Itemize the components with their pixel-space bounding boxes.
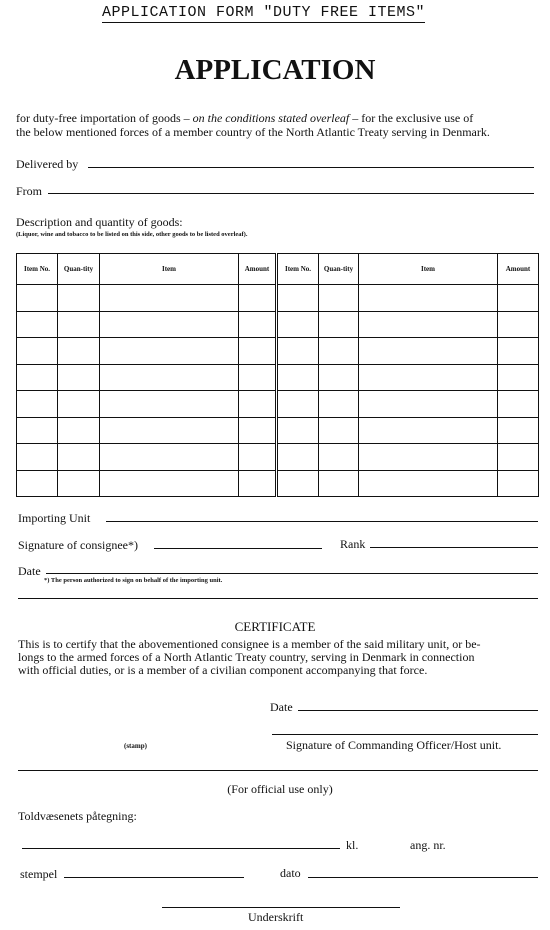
underskrift-field[interactable] (162, 907, 400, 908)
table-cell[interactable] (277, 417, 319, 444)
table-row (17, 391, 539, 418)
toldvaesenets-label: Toldvæsenets påtegning: (18, 809, 137, 823)
table-cell[interactable] (319, 364, 359, 391)
table-cell[interactable] (277, 470, 319, 497)
table-cell[interactable] (359, 417, 498, 444)
goods-table (16, 253, 539, 497)
table-cell[interactable] (239, 417, 277, 444)
table-cell[interactable] (58, 285, 100, 312)
table-cell[interactable] (17, 391, 58, 418)
importing-unit-label: Importing Unit (18, 511, 91, 525)
table-header-row (17, 254, 539, 285)
table-cell[interactable] (58, 364, 100, 391)
table-cell[interactable] (100, 444, 239, 471)
table-cell[interactable] (277, 444, 319, 471)
table-cell[interactable] (498, 444, 539, 471)
table-cell[interactable] (239, 391, 277, 418)
table-cell[interactable] (17, 285, 58, 312)
dato-label: dato (280, 866, 301, 880)
col-header-quantity-2: Quan-tity (319, 254, 359, 285)
table-cell[interactable] (277, 364, 319, 391)
table-cell[interactable] (319, 391, 359, 418)
table-cell[interactable] (100, 391, 239, 418)
rank-field[interactable] (370, 547, 538, 548)
col-header-quantity: Quan-tity (58, 254, 100, 285)
table-cell[interactable] (498, 338, 539, 365)
table-cell[interactable] (17, 338, 58, 365)
table-cell[interactable] (319, 417, 359, 444)
table-cell[interactable] (277, 338, 319, 365)
date-field[interactable] (46, 573, 538, 574)
rank-label: Rank (340, 537, 366, 551)
footnote: *) The person authorized to sign on behalf of the importing unit. (44, 577, 223, 584)
date-label: Date (18, 564, 41, 578)
col-header-amount-2: Amount (498, 254, 539, 285)
table-cell[interactable] (239, 444, 277, 471)
table-cell[interactable] (239, 338, 277, 365)
section-divider (18, 598, 538, 599)
certificate-line-3: with official duties, or is a member of a civilian component accompanying that force. (18, 663, 428, 677)
col-header-item-no-2: Item No. (277, 254, 319, 285)
table-row (17, 470, 539, 497)
table-cell[interactable] (58, 444, 100, 471)
table-cell[interactable] (319, 338, 359, 365)
table-row (17, 417, 539, 444)
table-cell[interactable] (319, 285, 359, 312)
intro-line-1 (16, 111, 473, 126)
certificate-heading: CERTIFICATE (234, 619, 316, 634)
table-cell[interactable] (100, 470, 239, 497)
table-cell[interactable] (17, 417, 58, 444)
table-cell[interactable] (58, 311, 100, 338)
table-cell[interactable] (17, 444, 58, 471)
table-cell[interactable] (17, 470, 58, 497)
certificate-line-2: longs to the armed forces of a North Atlantic Treaty country, serving in Denmark in connection (18, 650, 475, 664)
table-cell[interactable] (100, 417, 239, 444)
table-cell[interactable] (359, 364, 498, 391)
table-cell[interactable] (100, 338, 239, 365)
table-cell[interactable] (239, 364, 277, 391)
table-cell[interactable] (277, 311, 319, 338)
certificate-date-field[interactable] (298, 710, 538, 711)
table-cell[interactable] (498, 285, 539, 312)
table-cell[interactable] (498, 417, 539, 444)
table-cell[interactable] (100, 311, 239, 338)
table-cell[interactable] (319, 470, 359, 497)
certificate-date-label: Date (270, 700, 293, 714)
table-cell[interactable] (498, 391, 539, 418)
stempel-label: stempel (20, 867, 58, 881)
description-label: Description and quantity of goods: (16, 215, 183, 229)
table-row (17, 311, 539, 338)
intro-text-a: for duty-free importation of goods – (16, 111, 193, 125)
table-cell[interactable] (319, 444, 359, 471)
official-divider (18, 770, 538, 771)
col-header-item-no: Item No. (17, 254, 58, 285)
importing-unit-field[interactable] (106, 521, 538, 522)
dato-field[interactable] (308, 877, 538, 878)
table-cell[interactable] (359, 285, 498, 312)
table-cell[interactable] (359, 391, 498, 418)
table-cell[interactable] (239, 311, 277, 338)
table-row (17, 364, 539, 391)
from-field[interactable] (48, 193, 534, 194)
table-row (17, 285, 539, 312)
table-cell[interactable] (100, 364, 239, 391)
from-label: From (16, 184, 43, 198)
commanding-officer-signature-label: Signature of Commanding Officer/Host unit. (286, 738, 502, 752)
table-cell[interactable] (498, 364, 539, 391)
form-type-title: APPLICATION FORM "DUTY FREE ITEMS" (102, 4, 426, 21)
table-cell[interactable] (58, 470, 100, 497)
delivered-by-field[interactable] (88, 167, 534, 168)
table-cell[interactable] (359, 470, 498, 497)
table-cell[interactable] (239, 470, 277, 497)
table-cell[interactable] (58, 338, 100, 365)
table-cell[interactable] (239, 285, 277, 312)
table-cell[interactable] (498, 470, 539, 497)
table-cell[interactable] (359, 444, 498, 471)
underskrift-label: Underskrift (248, 910, 304, 924)
certificate-line-1: This is to certify that the abovementioned consignee is a member of the said military unit, or be- (18, 637, 481, 651)
table-cell[interactable] (277, 285, 319, 312)
delivered-by-label: Delivered by (16, 157, 79, 171)
col-header-item-2: Item (359, 254, 498, 285)
intro-text-emphasis: on the conditions stated overleaf (192, 111, 350, 125)
toldvaesenets-field[interactable] (22, 848, 340, 849)
kl-label: kl. (346, 838, 359, 852)
intro-text-b: – for the exclusive use of (349, 111, 474, 125)
table-row (17, 338, 539, 365)
table-row (17, 444, 539, 471)
table-cell[interactable] (100, 285, 239, 312)
table-cell[interactable] (17, 364, 58, 391)
table-cell[interactable] (58, 391, 100, 418)
table-cell[interactable] (359, 311, 498, 338)
signature-consignee-field[interactable] (154, 548, 322, 549)
table-cell[interactable] (498, 311, 539, 338)
stamp-label: (stamp) (124, 742, 147, 750)
col-header-amount: Amount (239, 254, 277, 285)
commanding-officer-signature-field[interactable] (272, 734, 538, 735)
table-cell[interactable] (277, 391, 319, 418)
table-cell[interactable] (359, 338, 498, 365)
description-note: (Liquor, wine and tobacco to be listed on this side, other goods to be listed overleaf). (16, 231, 248, 238)
table-cell[interactable] (319, 311, 359, 338)
page-title: APPLICATION (174, 54, 376, 86)
table-cell[interactable] (17, 311, 58, 338)
table-cell[interactable] (58, 417, 100, 444)
ang-nr-label: ang. nr. (410, 838, 446, 852)
signature-consignee-label: Signature of consignee*) (18, 538, 138, 552)
official-use-heading: (For official use only) (227, 782, 333, 796)
stempel-field[interactable] (64, 877, 244, 878)
col-header-item: Item (100, 254, 239, 285)
intro-line-2: the below mentioned forces of a member country of the North Atlantic Treaty serving in Denmark. (16, 125, 490, 139)
